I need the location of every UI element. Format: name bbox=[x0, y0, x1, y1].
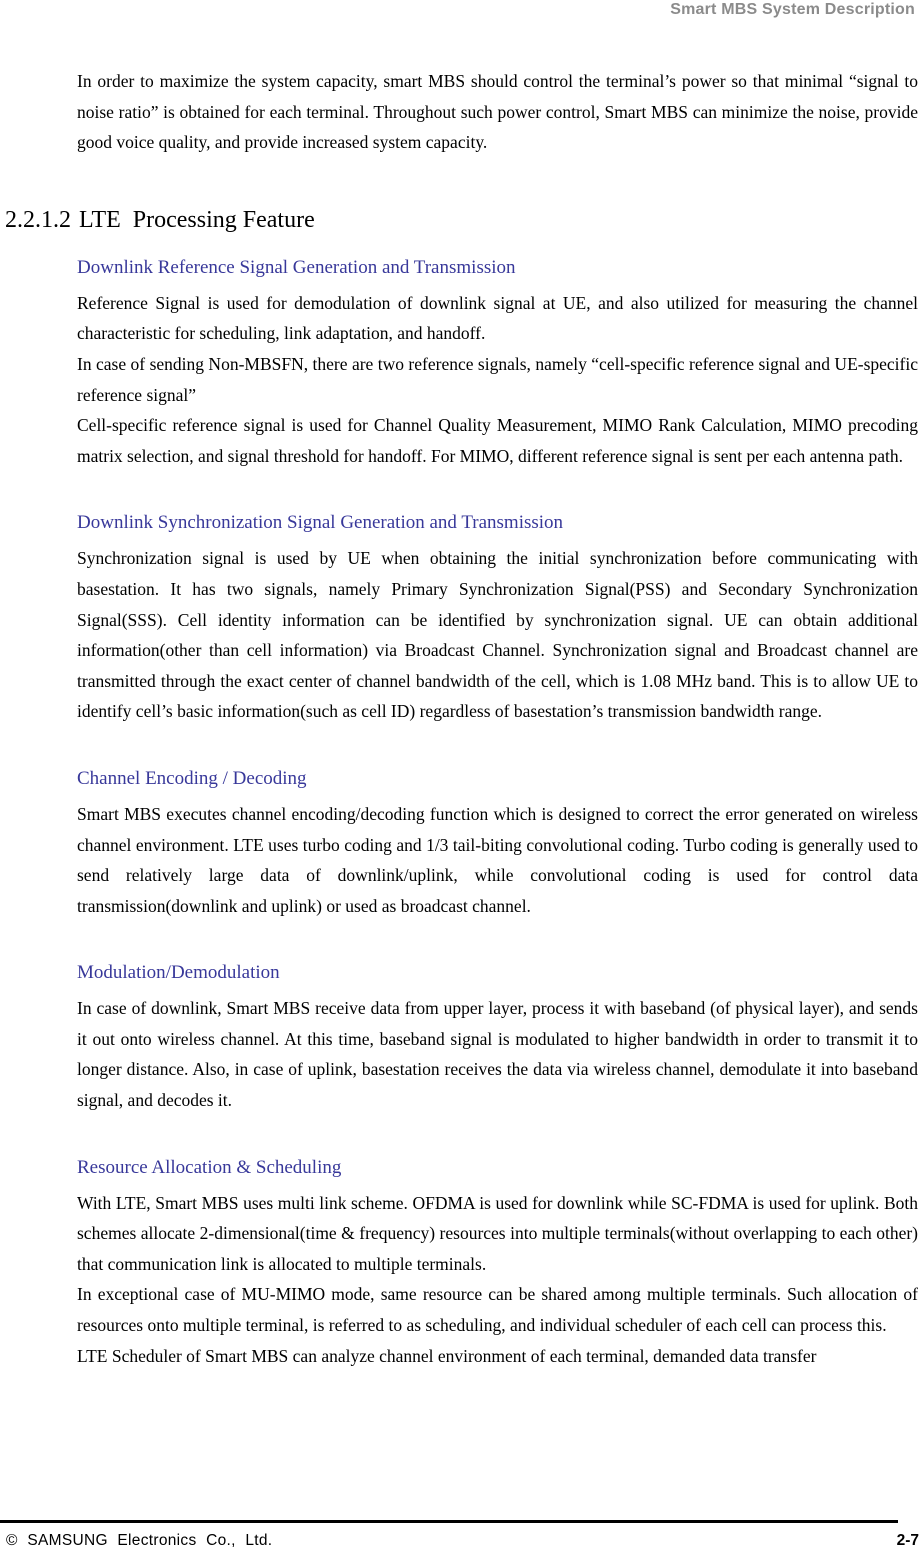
section-title-text: LTE Processing Feature bbox=[79, 206, 315, 233]
paragraph: Synchronization signal is used by UE when obtaining the initial synchronization before communicating with basestation. It has two signals, namely Primary Synchronization Signal(PSS) and Secondary Synchronization Signal(SSS). Cell identity information can be identified by synchronization signal. UE can obtain additional information(other than cell information) via Broadcast Channel. Synchronization signal and Broadcast channel are transmitted through the exact center of channel bandwidth of the cell, which is 1.08 MHz band. This is to allow UE to identify cell’s basic information(such as cell ID) regardless of basestation’s transmission bandwidth range. bbox=[77, 548, 918, 722]
page-footer bbox=[6, 1532, 920, 1550]
paragraph: Cell-specific reference signal is used for Channel Quality Measurement, MIMO Rank Calculation, MIMO precoding matrix selection, and signal threshold for handoff. For MIMO, different reference signal is sent per each antenna path. bbox=[77, 415, 918, 466]
subsection-downlink-reference-signal bbox=[77, 254, 918, 472]
section-number: 2.2.1.2 bbox=[5, 206, 71, 233]
subsection-heading: Modulation/Demodulation bbox=[77, 962, 280, 984]
subsection-downlink-synchronization-signal bbox=[77, 509, 918, 727]
subsection-heading: Downlink Synchronization Signal Generation and Transmission bbox=[77, 512, 564, 534]
footer-page-number: 2-7 bbox=[896, 1532, 919, 1549]
subsection-heading: Downlink Reference Signal Generation and Transmission bbox=[77, 256, 516, 278]
paragraph: In case of sending Non-MBSFN, there are two reference signals, namely “cell-specific reference signal and UE-specific reference signal” bbox=[77, 353, 918, 405]
paragraph: Smart MBS executes channel encoding/decoding function which is designed to correct the error generated on wireless channel environment. LTE uses turbo coding and 1/3 tail-biting convolutional coding. Turbo coding is generally used to send relatively large data of downlink/uplink, while convolutional coding is used for control data transmission(downlink and uplink) or used as broadcast channel. bbox=[77, 803, 918, 916]
paragraph: Reference Signal is used for demodulation of downlink signal at UE, and also utilized for measuring the channel characteristic for scheduling, link adaptation, and handoff. bbox=[77, 292, 918, 344]
paragraph: With LTE, Smart MBS uses multi link scheme. OFDMA is used for downlink while SC-FDMA is used for uplink. Both schemes allocate 2-dimensional(time & frequency) resources into multiple terminals(without overlapping to each other) that communication link is allocated to multiple terminals. bbox=[77, 1192, 918, 1274]
paragraph: In exceptional case of MU-MIMO mode, same resource can be shared among multiple terminals. Such allocation of resources onto multiple terminal, is referred to as scheduling, and individual scheduler of each cell can process this. bbox=[77, 1284, 918, 1336]
subsection-heading: Resource Allocation & Scheduling bbox=[77, 1156, 342, 1178]
paragraph: LTE Scheduler of Smart MBS can analyze channel environment of each terminal, demanded data transfer bbox=[77, 1345, 817, 1366]
subsection-channel-encoding-decoding bbox=[77, 765, 918, 921]
subsection-resource-allocation-scheduling bbox=[77, 1154, 918, 1372]
subsection-modulation-demodulation bbox=[77, 959, 918, 1115]
intro-paragraph: In order to maximize the system capacity, smart MBS should control the terminal’s power so that minimal “signal to noise ratio” is obtained for each terminal. Throughout such power control, Smart MBS can minimize the noise, provide good voice quality, and provide increased system capacity. bbox=[77, 71, 918, 153]
footer-copyright: © SAMSUNG Electronics Co., Ltd. bbox=[6, 1532, 273, 1549]
section-heading bbox=[5, 203, 918, 237]
subsection-heading: Channel Encoding / Decoding bbox=[77, 767, 307, 789]
running-header-title: Smart MBS System Description bbox=[670, 1, 915, 18]
page-content bbox=[5, 66, 918, 1371]
footer-divider bbox=[0, 1520, 898, 1523]
paragraph: In case of downlink, Smart MBS receive data from upper layer, process it with baseband (of physical layer), and sends it out onto wireless channel. At this time, baseband signal is modulated to higher bandwidth in order to transmit it to longer distance. Also, in case of uplink, basestation receives the data via wireless channel, demodulate it into baseband signal, and decodes it. bbox=[77, 998, 918, 1111]
